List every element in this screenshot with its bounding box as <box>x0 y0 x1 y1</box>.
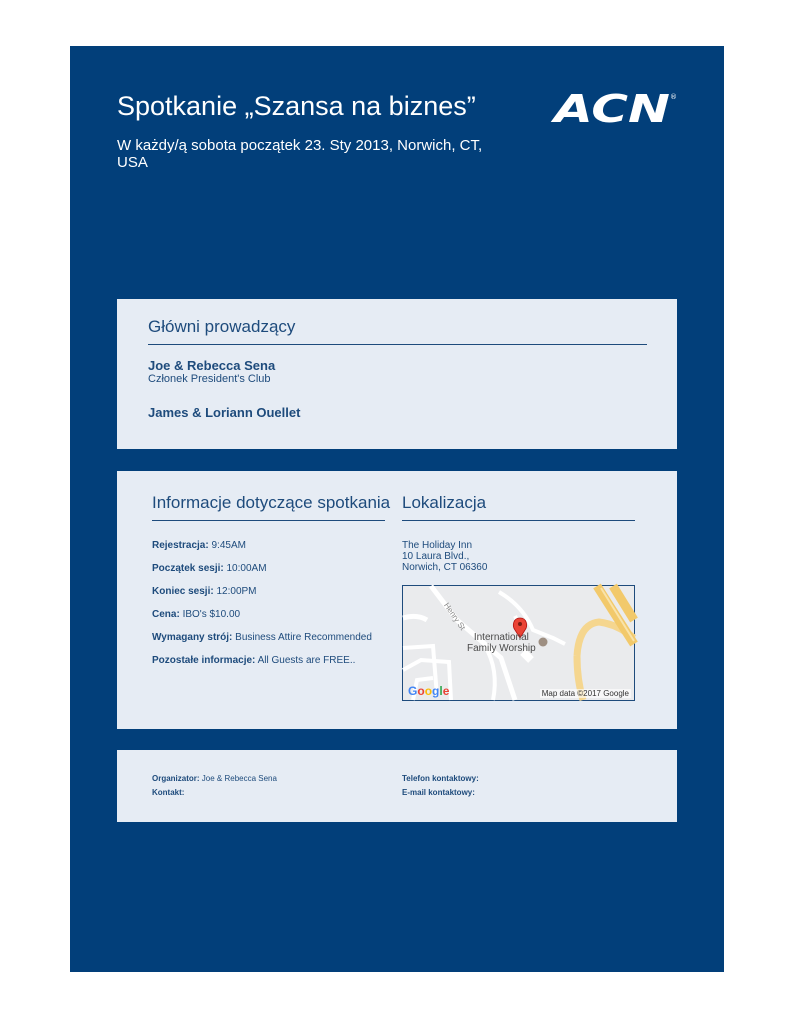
registration-row <box>152 540 246 552</box>
event-schedule-subtitle: W każdy/ą sobota początek 23. Sty 2013, Norwich, CT, USA <box>117 137 483 171</box>
location-map[interactable] <box>402 585 635 701</box>
map-place-line: International <box>473 632 529 643</box>
contact-label: Kontakt: <box>152 788 185 797</box>
google-letter: e <box>442 684 450 698</box>
address-line: Norwich, CT 06360 <box>402 562 488 573</box>
phone-label: Telefon kontaktowy: <box>402 774 479 783</box>
google-letter: G <box>408 684 418 698</box>
meeting-info-divider <box>152 520 385 521</box>
email-row <box>402 788 475 798</box>
dress-code-row <box>152 632 372 644</box>
address-line: The Holiday Inn <box>402 540 473 551</box>
info-value: Business Attire Recommended <box>235 632 372 643</box>
google-letter: o <box>424 684 433 698</box>
page-title: Spotkanie „Szansa na biznes” <box>117 91 476 121</box>
price-row <box>152 609 240 621</box>
email-label: E-mail kontaktowy: <box>402 788 475 797</box>
info-label: Wymagany strój: <box>152 632 233 643</box>
google-letter: o <box>417 684 425 698</box>
info-value: 10:00AM <box>226 563 267 574</box>
location-divider <box>402 520 635 521</box>
location-heading: Lokalizacja <box>402 493 487 512</box>
map-credit: Map data ©2017 Google <box>541 689 629 698</box>
info-value: All Guests are FREE.. <box>257 655 356 666</box>
info-value: 9:45AM <box>211 540 246 551</box>
info-label: Koniec sesji: <box>152 586 214 597</box>
contact-row <box>152 788 184 798</box>
google-letter: l <box>439 684 443 698</box>
phone-row <box>402 774 479 784</box>
google-letter: g <box>432 684 440 698</box>
info-value: 12:00PM <box>216 586 257 597</box>
google-logo <box>408 684 449 698</box>
address-line: 10 Laura Blvd., <box>402 551 470 562</box>
presenter-name: Joe & Rebecca Sena <box>148 358 276 373</box>
presenters-panel <box>117 299 677 449</box>
acn-logo-text: ACN <box>550 87 670 131</box>
meeting-info-heading: Informacje dotyczące spotkania <box>152 493 391 512</box>
info-label: Pozostałe informacje: <box>152 655 256 666</box>
presenter-name: James & Loriann Ouellet <box>148 405 301 420</box>
info-label: Początek sesji: <box>152 563 224 574</box>
presenters-heading: Główni prowadzący <box>148 317 296 336</box>
session-end-row <box>152 586 257 598</box>
map-place-line: Family Worship <box>467 643 536 654</box>
organizer-label: Organizator: <box>152 774 200 783</box>
map-place-label <box>467 632 536 654</box>
map-street-label: Henry St <box>441 601 468 632</box>
acn-logo <box>550 87 677 131</box>
other-info-row <box>152 655 355 667</box>
flyer-page <box>70 46 724 972</box>
session-start-row <box>152 563 267 575</box>
acn-registered-mark: ® <box>670 93 677 101</box>
organizer-value: Joe & Rebecca Sena <box>201 774 277 783</box>
presenter-role: Członek President's Club <box>148 373 271 385</box>
presenters-divider <box>148 344 647 345</box>
info-value: IBO's $10.00 <box>182 609 241 620</box>
info-label: Cena: <box>152 609 180 620</box>
meeting-panel <box>117 471 677 729</box>
contact-panel <box>117 750 677 822</box>
organizer-row <box>152 774 277 784</box>
info-label: Rejestracja: <box>152 540 209 551</box>
